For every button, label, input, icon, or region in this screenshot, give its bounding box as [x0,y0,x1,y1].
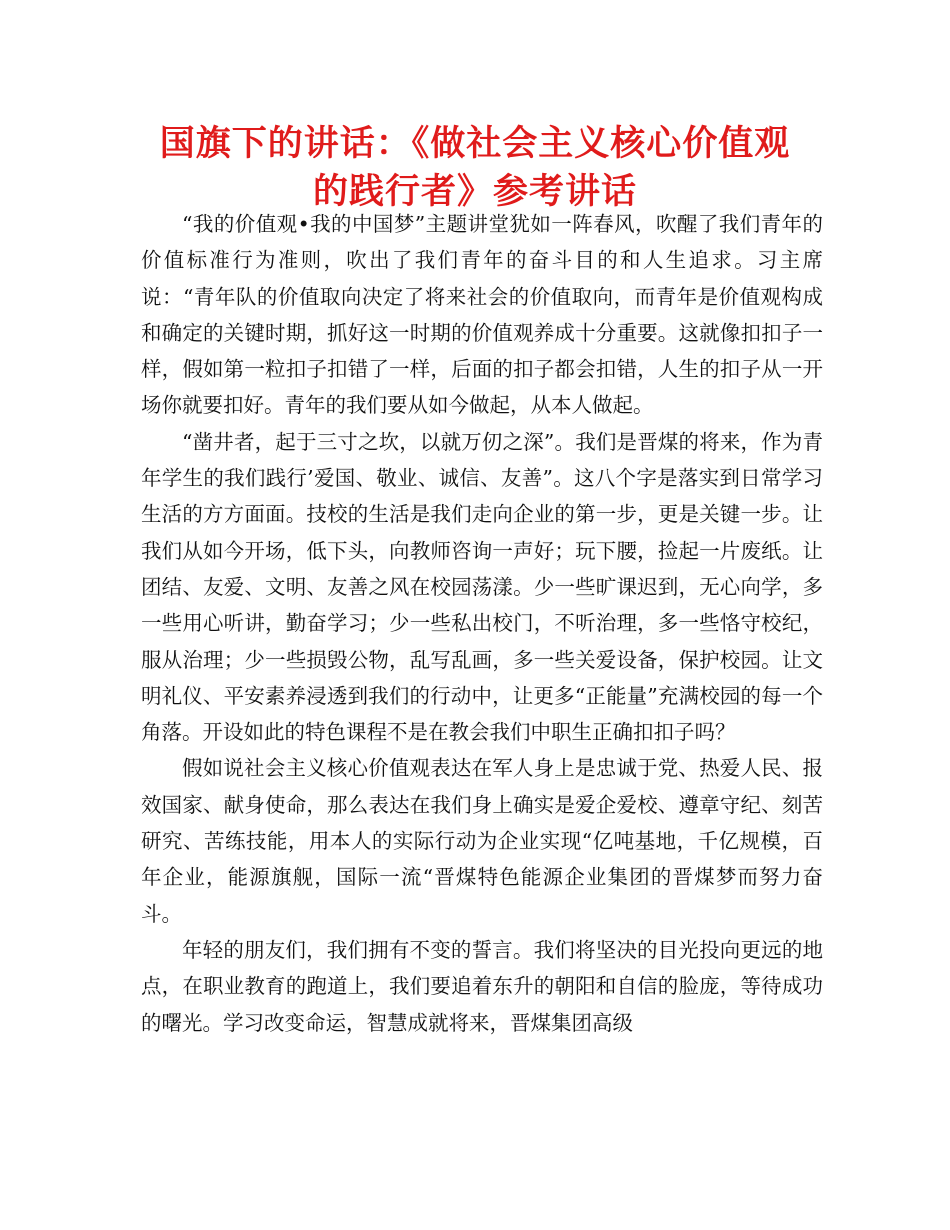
paragraph-1: “我的价值观•我的中国梦”主题讲堂犹如一阵春风，吹醒了我们青年的价值标准行为准则，吹出了我们青年的奋斗目的和人生追求。习主席说：“青年队的价值取向决定了将来社会的价值取向，而青年是价值观构成和确定的关键时期，抓好这一时期的价值观养成十分重要。这就像扣扣子一样，假如第一粒扣子扣错了一样，后面的扣子都会扣错，人生的扣子从一开场你就要扣好。青年的我们要从如今做起，从本人做起。 [141,212,823,418]
document-body [141,206,823,1041]
document-title [90,120,860,216]
paragraph-2: “凿井者，起于三寸之坎，以就万仞之深”。我们是晋煤的将来，作为青年学生的我们践行’爱国、敬业、诚信、友善”。这八个字是落实到日常学习生活的方方面面。技校的生活是我们走向企业的第一步，更是关键一步。让我们从如今开场，低下头，向教师咨询一声好；玩下腰，捡起一片废纸。让团结、友爱、文明、友善之风在校园荡漾。少一些旷课迟到，无心向学，多一些用心听讲，勤奋学习；少一些私出校门，不听治理，多一些恪守校纪，服从治理；少一些损毁公物，乱写乱画，多一些关爱设备，保护校园。让文明礼仪、平安素养浸透到我们的行动中，让更多“正能量”充满校园的每一个角落。开设如此的特色课程不是在教会我们中职生正确扣扣子吗？ [141,429,823,745]
paragraph-3: 假如说社会主义核心价值观表达在军人身上是忠诚于党、热爱人民、报效国家、献身使命，那么表达在我们身上确实是爱企爱校、遵章守纪、刻苦研究、苦练技能，用本人的实际行动为企业实现“亿吨基地，千亿规模，百年企业，能源旗舰，国际一流“晋煤特色能源企业集团的晋煤梦而努力奋斗。 [141,756,823,926]
title-line-1: 国旗下的讲话：《做社会主义核心价值观 [159,124,791,164]
title-line-2: 的践行者》参考讲话 [312,172,637,212]
paragraph-4: 年轻的朋友们，我们拥有不变的誓言。我们将坚决的目光投向更远的地点，在职业教育的跑道上，我们要追着东升的朝阳和自信的脸庞，等待成功的曙光。学习改变命运，智慧成就将来，晋煤集团高级 [141,937,823,1035]
